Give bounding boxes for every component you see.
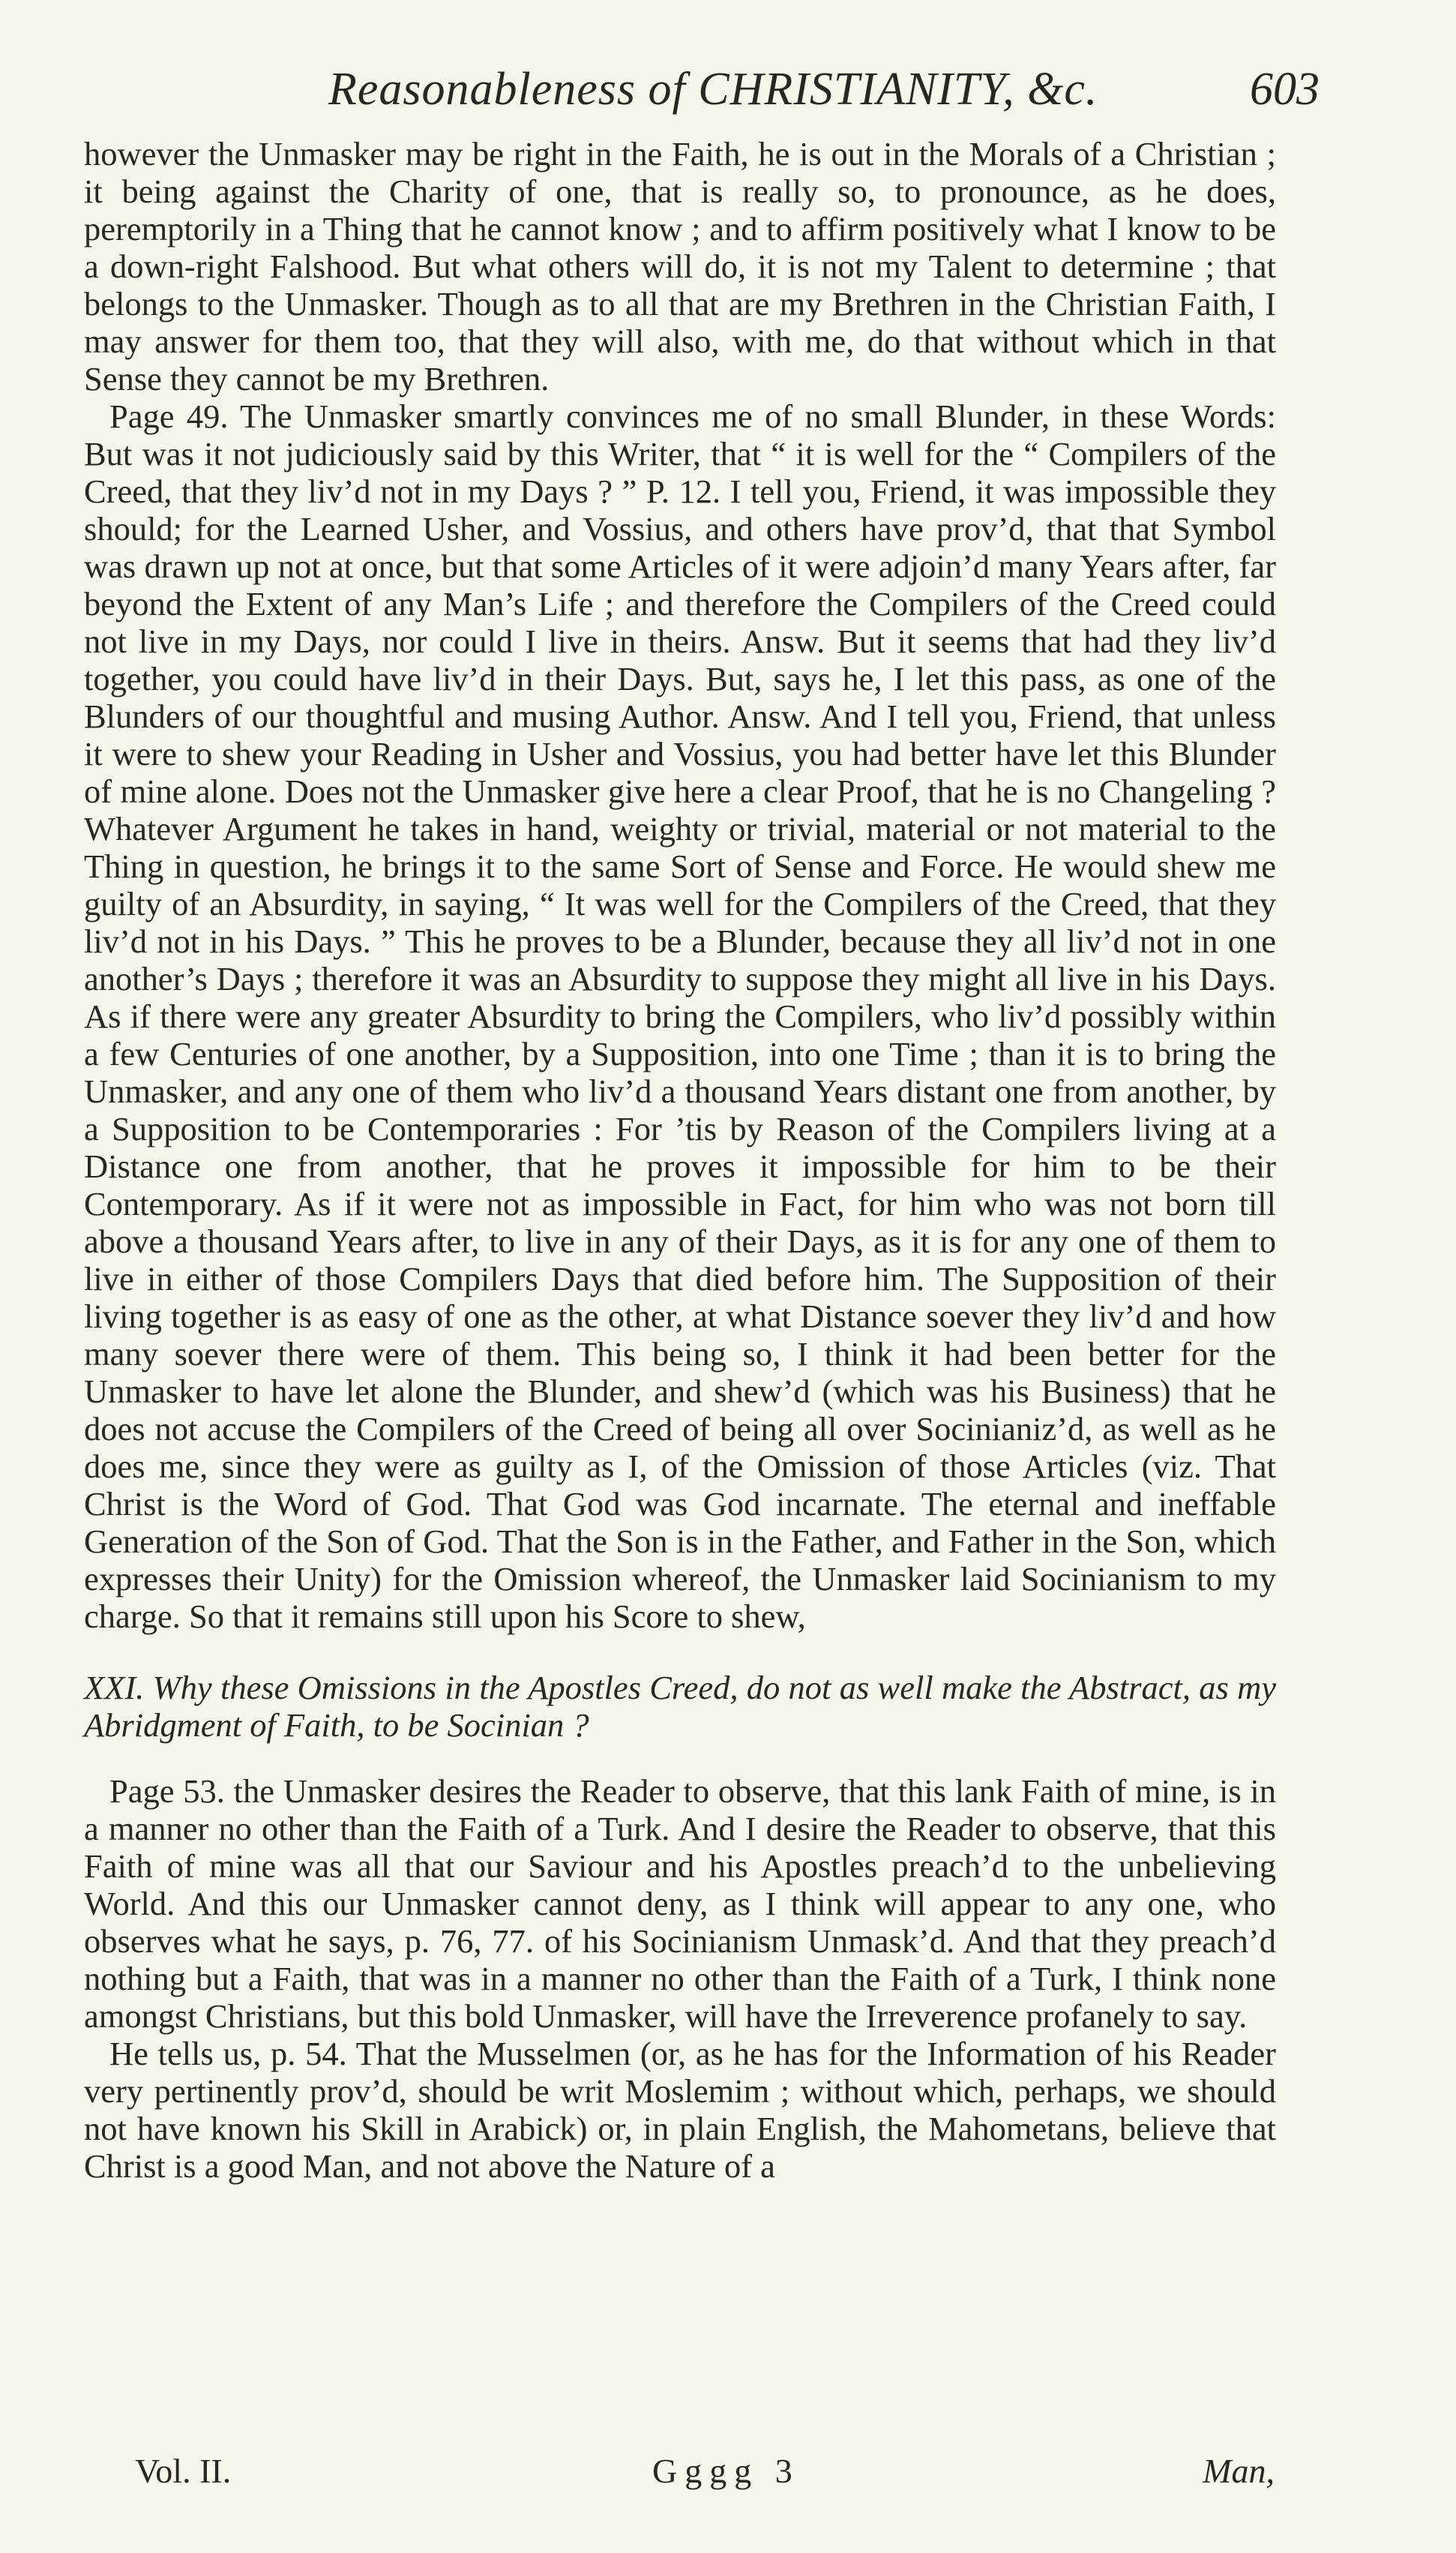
signature-mark: Gggg 3	[652, 2452, 800, 2490]
catchword: Man,	[1203, 2452, 1275, 2490]
section-spacer-bottom	[84, 1744, 1276, 1772]
paragraph-2: Page 49. The Unmasker smartly convinces me of no small Blunder, in these Words: But was it not judiciously said by this Writer, that “ it is well for the “ Compilers of the Creed, that they liv’d not in my Days ? ” P. 12. I tell you, Friend, it was impossible they should; for the Learned Usher, and Vossius, and others have prov’d, that that Symbol was drawn up not at once, but that some Articles of it were adjoin’d many Years after, far beyond the Extent of any Man’s Life ; and therefore the Compilers of the Creed could not live in my Days, nor could I live in theirs. Answ. But it seems that had they liv’d together, you could have liv’d in their Days. But, says he, I let this pass, as one of the Blunders of our thoughtful and musing Author. Answ. And I tell you, Friend, that unless it were to shew your Reading in Usher and Vossius, you had better have let this Blunder of mine alone. Does not the Unmasker give here a clear Proof, that he is no Changeling ? Whatever Argument he takes in hand, weighty or trivial, material or not material to the Thing in question, he brings it to the same Sort of Sense and Force. He would shew me guilty of an Absurdity, in saying, “ It was well for the Compilers of the Creed, that they liv’d not in his Days. ” This he proves to be a Blunder, because they all liv’d not in one another’s Days ; therefore it was an Absurdity to suppose they might all live in his Days. As if there were any greater Absurdity to bring the Compilers, who liv’d possibly within a few Centuries of one another, by a Supposition, into one Time ; than it is to bring the Unmasker, and any one of them who liv’d a thousand Years distant one from another, by a Supposition to be Contemporaries : For ’tis by Reason of the Compilers living at a Distance one from another, that he proves it impossible for him to be their Contemporary. As if it were not as impossible in Fact, for him who was not born till above a thousand Years after, to live in any of their Days, as it is for any one of them to live in either of those Compilers Days that died before him. The Supposition of their living together is as easy of one as the other, at what Distance soever they liv’d and how many soever there were of them. This being so, I think it had been better for the Unmasker to have let alone the Blunder, and shew’d (which was his Business) that he does not accuse the Compilers of the Creed of being all over Socinianiz’d, as well as he does me, since they were as guilty as I, of the Omission of those Articles (viz. That Christ is the Word of God. That God was God incarnate. The eternal and ineffable Generation of the Son of God. That the Son is in the Father, and Father in the Son, which expresses their Unity) for the Omission whereof, the Unmasker laid Socinianism to my charge. So that it remains still upon his Score to shew,	[84, 398, 1276, 1635]
running-header	[120, 58, 1320, 141]
body-text	[84, 135, 1276, 2185]
section-spacer-top	[84, 1635, 1276, 1669]
page-number: 603	[1250, 64, 1320, 115]
volume-label: Vol. II.	[135, 2452, 232, 2490]
paragraph-3: Page 53. the Unmasker desires the Reader to observe, that this lank Faith of mine, is in a manner no other than the Faith of a Turk. And I desire the Reader to observe, that this Faith of mine was all that our Saviour and his Apostles preach’d to the unbelieving World. And this our Unmasker cannot deny, as I think will appear to any one, who observes what he says, p. 76, 77. of his Socinianism Unmask’d. And that they preach’d nothing but a Faith, that was in a manner no other than the Faith of a Turk, I think none amongst Christians, but this bold Unmasker, will have the Irreverence profanely to say.	[84, 1772, 1276, 2035]
section-heading: XXI. Why these Omissions in the Apostles Creed, do not as well make the Abstract, as my Abridgment of Faith, to be Socinian ?	[84, 1669, 1276, 1744]
paragraph-4: He tells us, p. 54. That the Musselmen (or, as he has for the Information of his Reader very pertinently prov’d, should be writ Moslemim ; without which, perhaps, we should not have known his Skill in Arabick) or, in plain English, the Mahometans, believe that Christ is a good Man, and not above the Nature of a	[84, 2035, 1276, 2185]
paragraph-1: however the Unmasker may be right in the Faith, he is out in the Morals of a Christian ; it being against the Charity of one, that is really so, to pronounce, as he does, peremptorily in a Thing that he cannot know ; and to affirm positively what I know to be a down-right Falshood. But what others will do, it is not my Talent to determine ; that belongs to the Unmasker. Though as to all that are my Brethren in the Christian Faith, I may answer for them too, that they will also, with me, do that without which in that Sense they cannot be my Brethren.	[84, 135, 1276, 398]
page-footer	[135, 2451, 1275, 2496]
running-title: Reasonableness of CHRISTIANITY, &c.	[328, 64, 1098, 115]
